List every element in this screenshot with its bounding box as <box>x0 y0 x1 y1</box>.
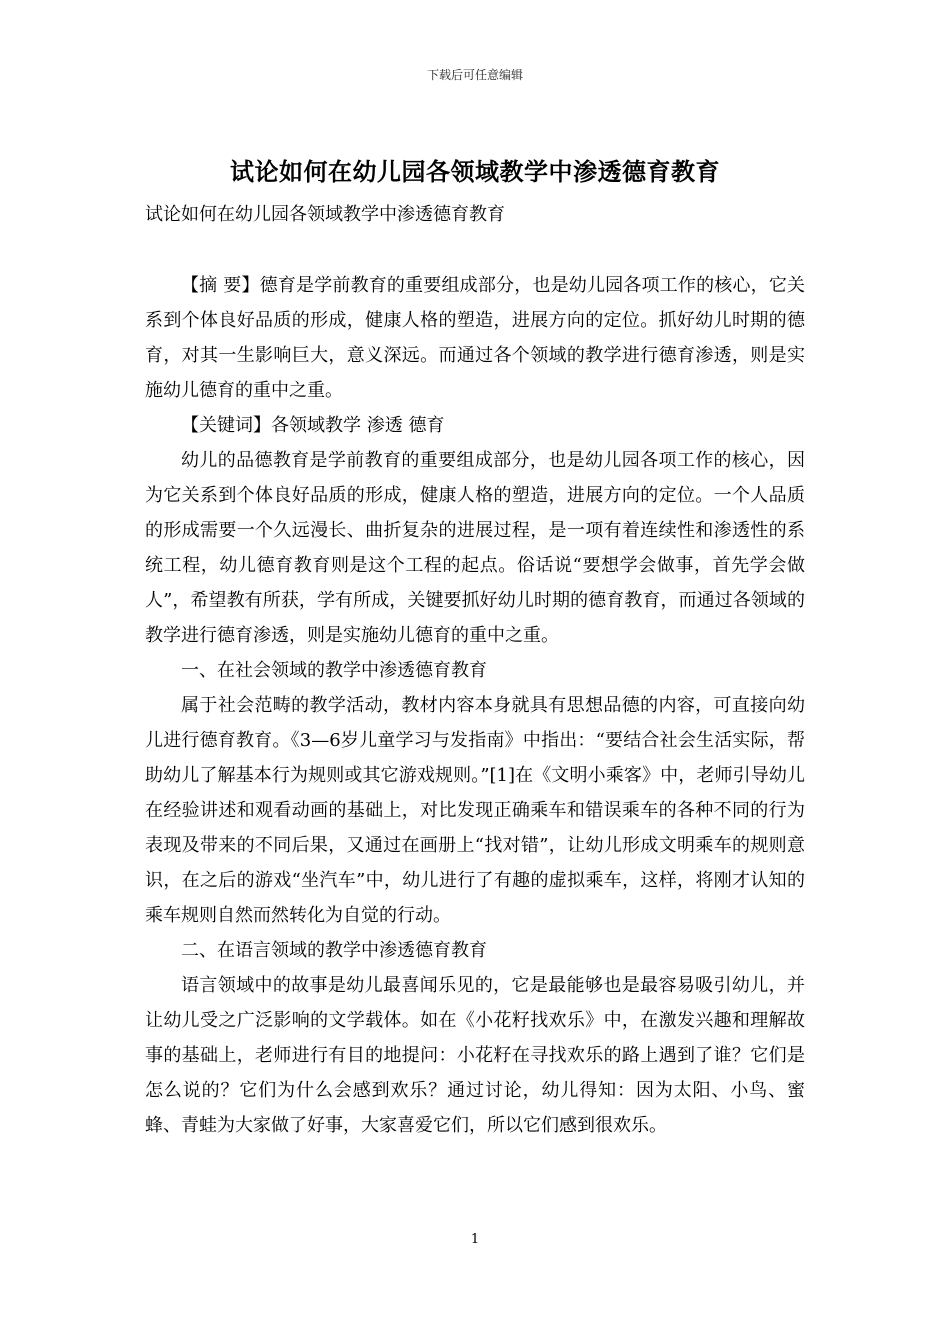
document-subtitle: 试论如何在幼儿园各领域教学中渗透德育教育 <box>145 204 505 225</box>
section-heading-language: 二、在语言领域的教学中渗透德育教育 <box>181 940 487 961</box>
page-number: 1 <box>470 1232 480 1247</box>
document-title: 试论如何在幼儿园各领域教学中渗透德育教育 <box>230 158 720 186</box>
document-body <box>145 268 805 1143</box>
intro-paragraph: 幼儿的品德教育是学前教育的重要组成部分，也是幼儿园各项工作的核心，因为它关系到个体良好品质的形成，健康人格的塑造，进展方向的定位。一个人品质的形成需要一个久远漫长、曲折复杂的进展过程，是一项有着连续性和渗透性的系统工程，幼儿德育教育则是这个工程的起点。俗话说“要想学会做事，首先学会做人”，希望教有所获，学有所成，关键要抓好幼儿时期的德育教育，而通过各领域的教学进行德育渗透，则是实施幼儿德育的重中之重。 <box>145 450 805 646</box>
page-header-note: 下载后可任意编辑 <box>426 68 523 82</box>
section-heading-social: 一、在社会领域的教学中渗透德育教育 <box>181 660 487 681</box>
keywords-paragraph: 【关键词】各领域教学 渗透 德育 <box>181 415 445 436</box>
social-section-paragraph: 属于社会范畴的教学活动，教材内容本身就具有思想品德的内容，可直接向幼儿进行德育教育。《3—6岁儿童学习与发指南》中指出：“要结合社会生活实际，帮助幼儿了解基本行为规则或其它游戏规则。”[1]在《文明小乘客》中，老师引导幼儿在经验讲述和观看动画的基础上，对比发现正确乘车和错误乘车的各种不同的行为表现及带来的不同后果，又通过在画册上“找对错”，让幼儿形成文明乘车的规则意识，在之后的游戏“坐汽车”中，幼儿进行了有趣的虚拟乘车，这样，将刚才认知的乘车规则自然而然转化为自觉的行动。 <box>145 695 805 926</box>
abstract-paragraph: 【摘 要】德育是学前教育的重要组成部分，也是幼儿园各项工作的核心，它关系到个体良好品质的形成，健康人格的塑造，进展方向的定位。抓好幼儿时期的德育，对其一生影响巨大，意义深远。而通过各个领域的教学进行德育渗透，则是实施幼儿德育的重中之重。 <box>145 275 805 401</box>
language-section-paragraph: 语言领域中的故事是幼儿最喜闻乐见的，它是最能够也是最容易吸引幼儿，并让幼儿受之广泛影响的文学载体。如在《小花籽找欢乐》中，在激发兴趣和理解故事的基础上，老师进行有目的地提问：小花籽在寻找欢乐的路上遇到了谁？它们是怎么说的？它们为什么会感到欢乐？通过讨论，幼儿得知：因为太阳、小鸟、蜜蜂、青蛙为大家做了好事，大家喜爱它们，所以它们感到很欢乐。 <box>145 975 805 1136</box>
